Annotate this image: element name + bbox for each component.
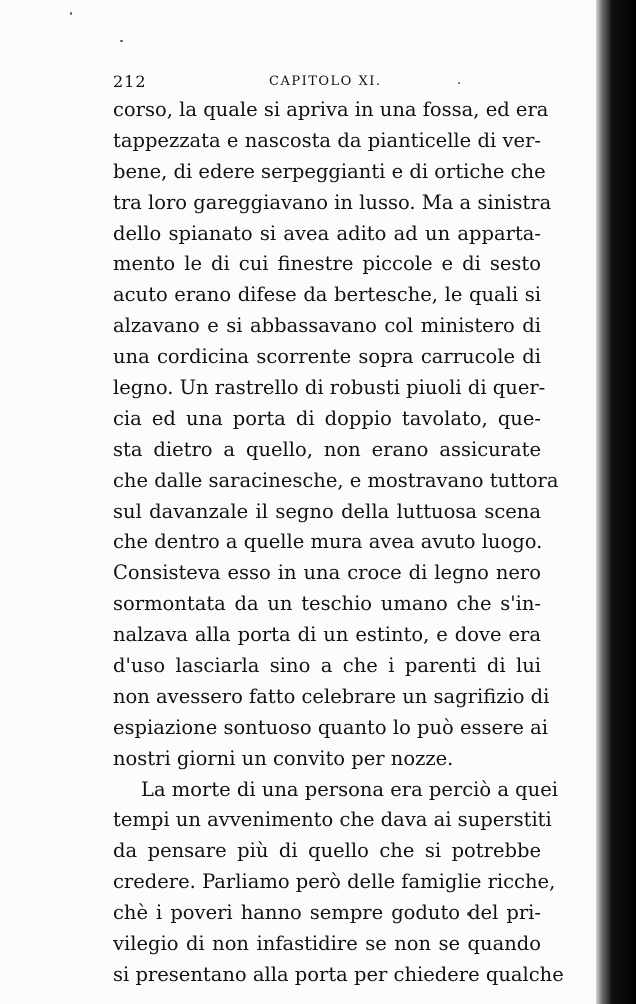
text-line: sul davanzale il segno della luttuosa scena [113,499,541,523]
text-line: nalzava alla porta di un estinto, e dove era [113,623,541,647]
text-line: si presentano alla porta per chiedere qualche [113,962,564,986]
text-line: credere. Parliamo però delle famiglie ricche, [113,870,556,894]
text-line: Consisteva esso in una croce di legno nero [113,561,541,585]
page-number: 212 [113,72,147,91]
chapter-title: CAPITOLO XI. [269,74,382,89]
text-line: tra loro gareggiavano in lusso. Ma a sinistra [113,190,552,214]
book-spine-shadow [596,0,636,1004]
text-line: cia ed una porta di doppio tavolato, que- [113,406,541,430]
text-line: espiazione sontuoso quanto lo può essere ai [113,715,548,739]
running-head [113,72,543,96]
text-line: dello spianato si avea adito ad un apparta- [113,221,541,245]
body-text [113,95,564,991]
text-line: che dentro a quelle mura avea avuto luogo. [113,530,543,554]
text-line: sta dietro a quello, non erano assicurate [113,437,541,461]
text-line: che dalle saracinesche, e mostravano tuttora [113,468,559,492]
text-line: acuto erano difese da bertesche, le quali si [113,283,541,307]
text-line: vilegio di non infastidire se non se quando [113,932,541,956]
text-line: d'uso lasciarla sino a che i parenti di lui [113,654,541,678]
text-line: chè i poveri hanno sempre goduto del pri- [113,901,541,925]
text-line: mento le di cui finestre piccole e di sesto [113,252,541,276]
text-line: bene, di edere serpeggianti e di ortiche che [113,159,546,183]
paper-speck [70,12,72,15]
text-line: legno. Un rastrello di robusti piuoli di quer- [113,376,546,400]
text-line: da pensare più di quello che si potrebbe [113,839,541,863]
text-line: corso, la quale si apriva in una fossa, ed era [113,98,549,121]
text-line: tappezzata e nascosta da pianticelle di ver- [113,128,541,152]
paper-speck [120,40,123,42]
text-line: una cordicina scorrente sopra carrucole di [113,345,541,369]
text-line: sormontata da un teschio umano che s'in- [113,592,541,616]
text-line: tempi un avvenimento che dava ai superstiti [113,808,552,832]
text-line: nostri giorni un convito per nozze. [113,746,454,770]
text-line: non avessero fatto celebrare un sagrifizio di [113,684,550,708]
text-line: alzavano e si abbassavano col ministero di [113,314,541,338]
text-line-paragraph-start: La morte di una persona era perciò a quei [141,777,559,801]
